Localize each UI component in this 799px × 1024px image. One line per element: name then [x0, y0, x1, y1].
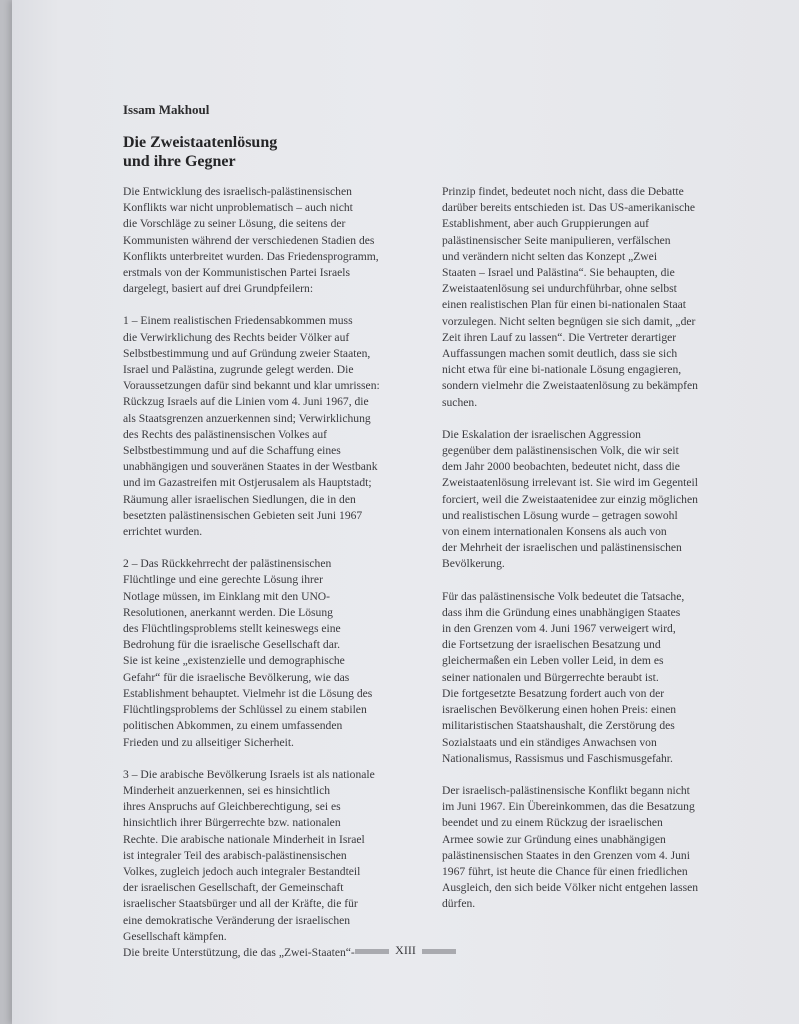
text-line: Die fortgesetzte Besatzung fordert auch von der	[442, 686, 665, 700]
text-line: Gesellschaft kämpfen.	[123, 929, 227, 943]
text-line: ist integraler Teil des arabisch-palästinensischen	[123, 848, 347, 862]
text-line: Flüchtlinge und eine gerechte Lösung ihrer	[123, 573, 323, 587]
author-name: Issam Makhoul	[123, 102, 210, 117]
text-line: Volkes, zugleich jedoch auch integraler Bestandteil	[123, 864, 361, 878]
text-line: einen realistischen Plan für einen bi-nationalen Staat	[442, 298, 687, 312]
text-line: Bedrohung für die israelische Gesellschaft dar.	[123, 638, 340, 652]
text-line: Flüchtlingsproblems der Schlüssel zu einem stabilen	[123, 703, 367, 717]
text-line: 3 – Die arabische Bevölkerung Israels ist als nationale	[123, 767, 375, 781]
text-line: Zweistaatenlösung irrelevant ist. Sie wird im Gegenteil	[442, 476, 698, 490]
text-line: Der israelisch-palästinensische Konflikt begann nicht	[442, 783, 690, 797]
text-line: und im Gazastreifen mit Ostjerusalem als Hauptstadt;	[123, 476, 372, 490]
text-line: erstmals von der Kommunistischen Partei Israels	[123, 266, 350, 280]
paragraph	[123, 184, 408, 297]
text-line: dürfen.	[442, 897, 476, 911]
page-number: XIII	[395, 943, 416, 957]
text-line: dem Jahr 2000 beobachten, bedeutet nicht, dass die	[442, 460, 680, 474]
text-line: und realistischen Lösung wurde – getragen sowohl	[442, 508, 678, 522]
text-line: palästinensischen Staates in den Grenzen vom 4. Juni	[442, 848, 690, 862]
text-line: suchen.	[442, 395, 478, 409]
text-line: nicht etwa für eine bi-nationale Lösung engagieren,	[442, 363, 682, 377]
paragraph	[123, 313, 408, 540]
text-line: hinsichtlich ihrer Bürgerrechte bzw. nationalen	[123, 816, 341, 830]
text-line: gegenüber dem palästinensischen Volk, die wir seit	[442, 444, 679, 458]
text-line: der Mehrheit der israelischen und palästinensischen	[442, 541, 682, 555]
text-line: Armee sowie zur Gründung eines unabhängigen	[442, 832, 666, 846]
text-line: als Staatsgrenzen anzuerkennen sind; Verwirklichung	[123, 411, 371, 425]
text-line: Räumung aller israelischen Siedlungen, die in den	[123, 492, 356, 506]
text-line: Zweistaatenlösung sei undurchführbar, ohne selbst	[442, 282, 677, 296]
paragraph	[123, 767, 408, 961]
text-line: israelischen Bevölkerung einen hohen Preis: einen	[442, 703, 677, 717]
text-line: Staaten – Israel und Palästina“. Sie behaupten, die	[442, 266, 675, 280]
text-line: Die Entwicklung des israelisch-palästinensischen	[123, 185, 352, 198]
text-line: Voraussetzungen dafür sind bekannt und klar umrissen:	[123, 379, 380, 393]
text-line: Selbstbestimmung und auf die Schaffung eines	[123, 444, 341, 458]
text-line: und verändern nicht selten das Konzept „Zwei	[442, 249, 658, 263]
footer-bar-right	[422, 949, 456, 954]
text-line: seiner nationalen und Bürgerrechte beraubt ist.	[442, 670, 659, 684]
paragraph	[442, 184, 732, 411]
text-line: Sozialstaats und ein ständiges Anwachsen von	[442, 735, 657, 749]
text-line: der israelischen Gesellschaft, der Gemeinschaft	[123, 881, 344, 895]
article-title	[123, 133, 423, 171]
text-line: ihres Anspruchs auf Gleichberechtigung, sei es	[123, 800, 341, 814]
text-line: Prinzip findet, bedeutet noch nicht, dass die Debatte	[442, 185, 684, 198]
text-line: 1 – Einem realistischen Friedensabkommen muss	[123, 314, 353, 328]
text-line: eine demokratische Veränderung der israelischen	[123, 913, 351, 927]
text-line: palästinensischer Seite manipulieren, verfälschen	[442, 233, 671, 247]
text-line: unabhängigen und souveränen Staates in der Westbank	[123, 460, 378, 474]
text-line: Frieden und zu allseitiger Sicherheit.	[123, 735, 294, 749]
text-line: Minderheit anzuerkennen, sei es hinsichtlich	[123, 783, 331, 797]
footer-bar-left	[355, 949, 389, 954]
text-line: Resolutionen, anerkannt werden. Die Lösung	[123, 605, 333, 619]
text-line: darüber bereits entschieden ist. Das US-amerikanische	[442, 201, 696, 215]
text-line: die Verwirklichung des Rechts beider Völker auf	[123, 330, 350, 344]
text-line: Konflikts unterbreitet wurden. Das Friedensprogramm,	[123, 249, 379, 263]
text-line: Establishment, aber auch Gruppierungen auf	[442, 217, 650, 231]
text-line: Konflikts war nicht unproblematisch – auch nicht	[123, 201, 353, 215]
text-line: beendet und zu einem Rückzug der israelischen	[442, 816, 663, 830]
page	[12, 0, 799, 1024]
text-line: 2 – Das Rückkehrrecht der palästinensischen	[123, 557, 332, 571]
text-line: im Juni 1967. Ein Übereinkommen, das die Besatzung	[442, 800, 695, 814]
text-line: die Vorschläge zu seiner Lösung, die seitens der	[123, 217, 346, 231]
text-line: sondern vielmehr die Zweistaatenlösung zu bekämpfen	[442, 379, 698, 393]
text-line: errichtet wurden.	[123, 525, 203, 539]
text-line: des Rechts des palästinensischen Volkes auf	[123, 427, 328, 441]
text-line: Kommunisten während der verschiedenen Stadien des	[123, 233, 375, 247]
title-line: Die Zweistaatenlösung	[123, 134, 278, 151]
text-line: die Fortsetzung der israelischen Besatzung und	[442, 638, 661, 652]
text-line: Selbstbestimmung und auf Gründung zweier Staaten,	[123, 346, 371, 360]
text-line: Rechte. Die arabische nationale Minderheit in Israel	[123, 832, 365, 846]
text-line: besetzten palästinensischen Gebieten seit Juni 1967	[123, 508, 363, 522]
text-line: Ausgleich, den sich beide Völker nicht entgehen lassen	[442, 881, 699, 895]
paragraph	[442, 783, 732, 913]
text-line: Auffassungen machen somit deutlich, dass sie sich	[442, 347, 678, 361]
text-line: von einem internationalen Konsens als auch von	[442, 525, 667, 539]
text-line: 1967 führt, ist heute die Chance für einen friedlichen	[442, 864, 688, 878]
text-line: Establishment behauptet. Vielmehr ist die Lösung des	[123, 686, 373, 700]
text-line: Notlage müssen, im Einklang mit den UNO-	[123, 589, 331, 603]
paragraph	[442, 589, 732, 767]
text-line: Die breite Unterstützung, die das „Zwei-Staaten“-	[123, 945, 355, 959]
text-line: dass ihm die Gründung eines unabhängigen Staates	[442, 605, 681, 619]
text-line: Nationalismus, Rassismus und Faschismusgefahr.	[442, 751, 673, 765]
title-line: und ihre Gegner	[123, 153, 236, 170]
paragraph	[442, 427, 732, 573]
text-line: in den Grenzen vom 4. Juni 1967 verweigert wird,	[442, 622, 676, 636]
text-line: politischen Abkommen, zu einem umfassenden	[123, 719, 343, 733]
text-line: militaristischen Staatshaushalt, die Zerstörung des	[442, 719, 675, 733]
text-line: vorzulegen. Nicht selten begnügen sie sich damit, „der	[442, 314, 696, 328]
paragraph	[123, 556, 408, 750]
text-line: Bevölkerung.	[442, 557, 505, 571]
right-column	[442, 184, 732, 929]
text-line: forciert, weil die Zweistaatenidee zur einzig möglichen	[442, 492, 698, 506]
text-line: gleichermaßen ein Leben voller Leid, in dem es	[442, 654, 664, 668]
text-line: Rückzug Israels auf die Linien vom 4. Juni 1967, die	[123, 395, 369, 409]
left-column	[123, 184, 408, 977]
text-line: dargelegt, basiert auf drei Grundpfeilern:	[123, 282, 314, 296]
text-line: Sie ist keine „existenzielle und demographische	[123, 654, 345, 668]
text-line: Israel und Palästina, zugrunde gelegt werden. Die	[123, 363, 354, 377]
text-line: Gefahr“ für die israelische Bevölkerung, wie das	[123, 670, 350, 684]
text-line: Für das palästinensische Volk bedeutet die Tatsache,	[442, 589, 685, 603]
text-line: Die Eskalation der israelischen Aggression	[442, 427, 641, 441]
text-line: Zeit ihren Lauf zu lassen“. Die Vertreter derartiger	[442, 330, 677, 344]
page-footer	[12, 943, 799, 958]
text-line: des Flüchtlingsproblems stellt keineswegs eine	[123, 622, 341, 636]
text-line: israelischer Staatsbürger und all der Kräfte, die für	[123, 897, 358, 911]
